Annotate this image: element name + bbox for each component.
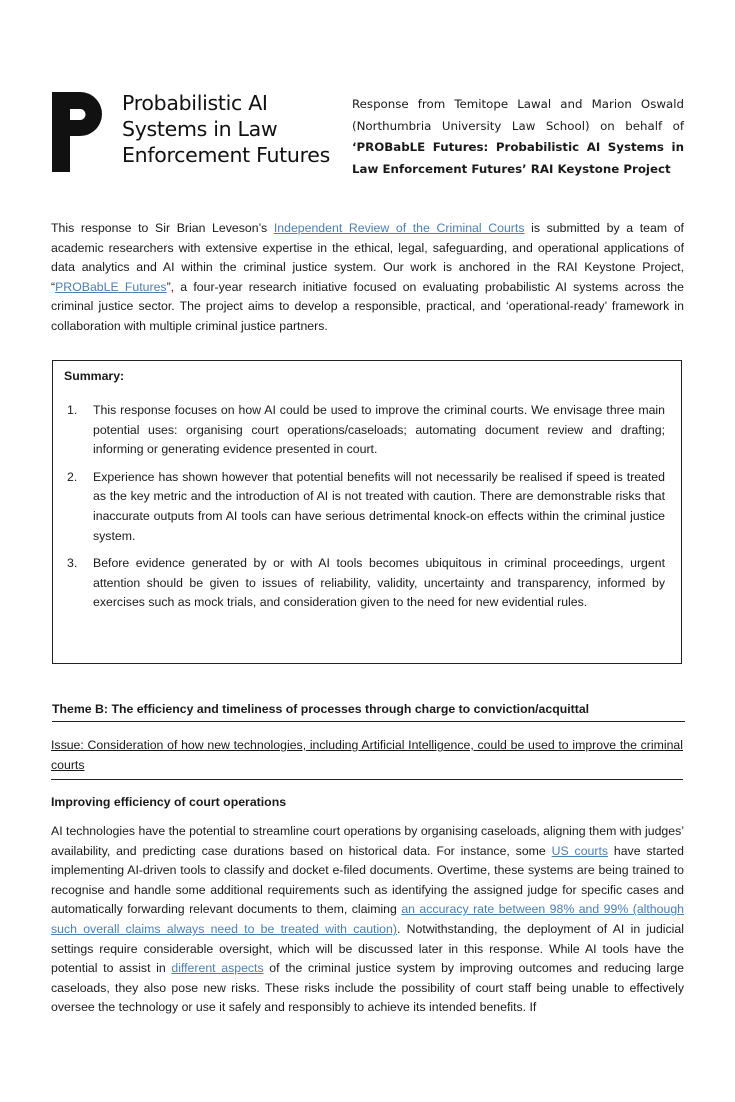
intro-paragraph (51, 219, 684, 337)
different-aspects-link[interactable]: different aspects (171, 961, 264, 976)
section-text-1: AI technologies have the potential to streamline court operations by organising caseloads, aligning them with judges’ availability, and predicting case durations based on historical data. For instance, some (51, 824, 684, 858)
response-attribution (352, 94, 684, 180)
probable-futures-logo-icon (50, 92, 102, 172)
summary-item (67, 554, 665, 613)
summary-item-text: This response focuses on how AI could be used to improve the criminal courts. We envisage three main potential uses: organising court operations/caseloads; automating document review and drafting; informing or generating evidence presented in court. (93, 403, 665, 457)
summary-list (67, 401, 665, 621)
logo-line-1: Probabilistic AI (122, 91, 268, 115)
section-text-2: have started implementing AI-driven tools to classify and docket e-filed documents. Overtime, these systems are being trained to recognise and handle some additional requirements such as identifying the assigned judge for specific cases and automatically forwarding relevant documents to them, claiming (51, 843, 684, 917)
attribution-text: Response from Temitope Lawal and Marion Oswald (Northumbria University Law School) on behalf of (352, 97, 684, 133)
summary-item (67, 468, 665, 546)
intro-text-1: This response to Sir Brian Leveson’s (51, 221, 274, 235)
logo-line-2: Systems in Law (122, 117, 278, 141)
summary-box (52, 360, 682, 664)
us-courts-link[interactable]: US courts (551, 843, 609, 858)
summary-title: Summary: (64, 369, 125, 383)
summary-item (67, 401, 665, 460)
section-text-4: of the criminal justice system by improving outcomes and reducing large caseloads, they also pose new risks. These risks include the possibility of court staff being unable to effectively oversee the technology or use it safely and responsibly to achieve its intended benefits. If (51, 961, 684, 1015)
intro-text-3: ”, a four-year research initiative focused on evaluating probabilistic AI systems across the criminal justice sector. The project aims to develop a responsible, practical, and ‘operational-ready’ framework in collaboration with multiple criminal justice partners. (51, 279, 684, 333)
summary-item-text: Experience has shown however that potential benefits will not necessarily be realised if speed is treated as the key metric and the introduction of AI is not treated with caution. There are demonstrable risks that inaccurate outputs from AI tools can have serious detrimental knock-on effects within the criminal justice system. (93, 469, 665, 543)
logo-line-3: Enforcement Futures (122, 143, 330, 167)
summary-item-number: 1. (67, 403, 78, 417)
section-heading: Improving efficiency of court operations (51, 795, 287, 809)
summary-item-text: Before evidence generated by or with AI tools becomes ubiquitous in criminal proceedings, urgent attention should be given to issues of reliability, validity, uncertainty and transparency, informed by exercises such as mock trials, and consideration given to the need for new evidential rules. (93, 556, 665, 610)
logo-wordmark (122, 90, 352, 168)
issue-statement: Issue: Consideration of how new technologies, including Artificial Intelligence, could be used to improve the criminal courts (51, 736, 683, 780)
section-text-3: . Notwithstanding, the deployment of AI in judicial settings require considerable oversight, which will be discussed later in this response. While AI tools have the potential to assist in (51, 921, 684, 976)
probable-futures-link[interactable]: PROBabLE Futures (55, 279, 167, 294)
section-paragraph (51, 822, 684, 1018)
intro-text-2: is submitted by a team of academic researchers with extensive expertise in the ethical, legal, safeguarding, and operational applications of data analytics and AI within the criminal justice system. Our work is anchored in the RAI Keystone Project, “ (51, 221, 684, 294)
attribution-project: ‘PROBabLE Futures: Probabilistic AI Systems in Law Enforcement Futures’ RAI Keystone Project (352, 140, 684, 176)
theme-heading: Theme B: The efficiency and timeliness of processes through charge to conviction/acquittal (52, 702, 685, 722)
accuracy-rate-link[interactable]: an accuracy rate between 98% and 99% (although such overall claims always need to be treated with caution) (51, 902, 685, 936)
summary-item-number: 3. (67, 556, 78, 571)
independent-review-link[interactable]: Independent Review of the Criminal Courts (273, 221, 525, 235)
summary-item-number: 2. (67, 469, 78, 484)
